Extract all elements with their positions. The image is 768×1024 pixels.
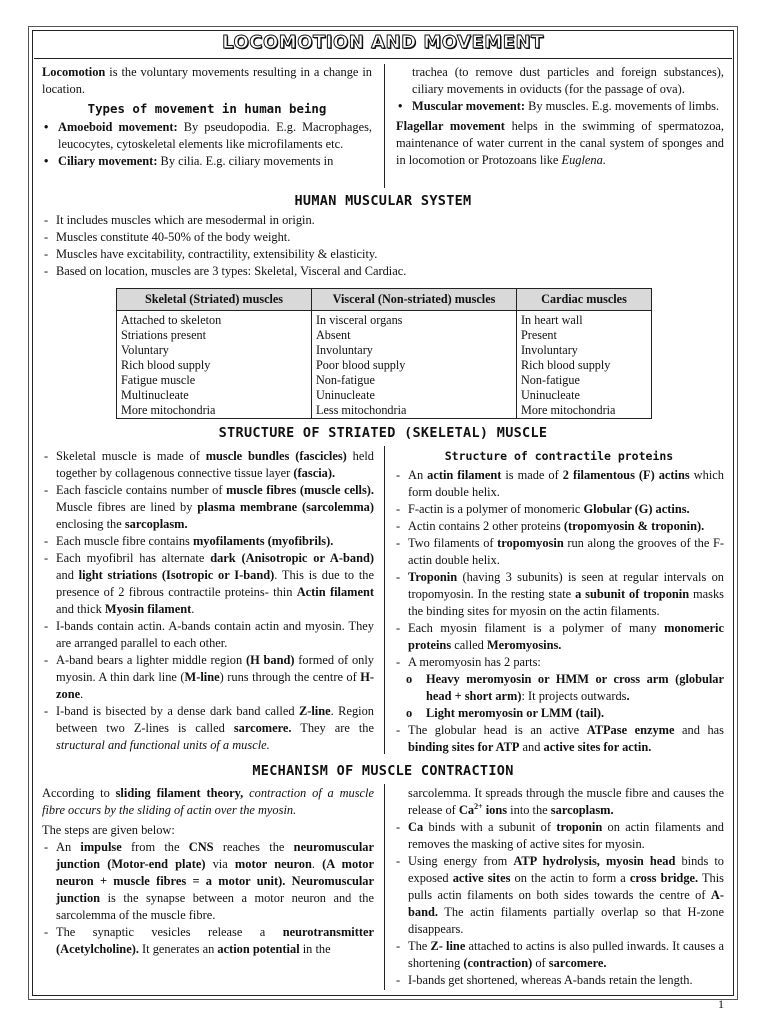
table-row: [117, 373, 652, 388]
list-item: - I-bands contain actin. A-bands contain actin and myosin. They are arranged parallel to each other.: [42, 618, 374, 652]
muscular-system-heading: HUMAN MUSCULAR SYSTEM: [294, 193, 472, 209]
list-item: - Troponin (having 3 subunits) is seen at regular intervals on tropomyosin. In the resting state a subunit of troponin masks the binding sites for myosin on the actin filaments.: [394, 569, 724, 620]
muscular-system-points: [42, 212, 722, 280]
list-item: - I-bands get shortened, whereas A-bands retain the length.: [394, 972, 724, 989]
table-cell: Fatigue muscle: [117, 373, 312, 388]
action-potential-continuation: sarcolemma. It spreads through the muscle fibre and causes the release of $Ca^{2+}$ ions into the sarcoplasm.: [408, 786, 724, 817]
table-cell: Non-fatigue: [312, 373, 517, 388]
ciliary-continuation: trachea (to remove dust particles and foreign substances), ciliary movements in oviducts (for the passage of ova).: [412, 65, 724, 96]
muscular-item: • Muscular movement: By muscles. E.g. movements of limbs.: [396, 98, 724, 115]
list-item: o Heavy meromyosin or HMM or cross arm (globular head + short arm): It projects outwards.: [404, 671, 724, 705]
list-item: - Skeletal muscle is made of muscle bundles (fascicles) held together by collagenous connective tissue layer (fascia).: [42, 448, 374, 482]
striated-right-column: [394, 448, 724, 756]
table-cell: More mitochondria: [117, 403, 312, 419]
locomotion-definition: Locomotion is the voluntary movements resulting in a change in location.: [42, 65, 372, 96]
striated-left-column: [42, 448, 374, 754]
types-heading: Types of movement in human being: [87, 101, 327, 116]
steps-intro: The steps are given below:: [42, 823, 175, 837]
list-item: - An impulse from the CNS reaches the neuromuscular junction (Motor-end plate) via motor neuron. (A motor neuron + muscle fibres = a motor unit). Neuromuscular junction is the synapse between a motor neuron and the sarcolemma of the muscle fibre.: [42, 839, 374, 924]
muscular-point: - Based on location, muscles are 3 types: Skeletal, Visceral and Cardiac.: [42, 263, 722, 280]
amoeboid-item: • Amoeboid movement: By pseudopodia. E.g. Macrophages, leucocytes, cytoskeletal elements like microfilaments etc.: [42, 119, 372, 153]
table-cell: Uninucleate: [312, 388, 517, 403]
table-cell: More mitochondria: [517, 403, 652, 419]
table-cell: In heart wall: [517, 311, 652, 329]
list-item: - Each myofibril has alternate dark (Anisotropic or A-band) and light striations (Isotropic or I-band). This is due to the presence of 2 fibrous contractile proteins- thin Actin filament and thick Myosin filament.: [42, 550, 374, 618]
list-item: - A-band bears a lighter middle region (H band) formed of only myosin. A thin dark line (M-line) runs through the centre of H-zone.: [42, 652, 374, 703]
contractile-proteins-heading: Structure of contractile proteins: [444, 449, 674, 463]
list-item: - Ca binds with a subunit of troponin on actin filaments and removes the masking of active sites for myosin.: [394, 819, 724, 853]
mechanism-heading: MECHANISM OF MUSCLE CONTRACTION: [252, 763, 514, 779]
table-header-row: [117, 289, 652, 311]
list-item: - F-actin is a polymer of monomeric Globular (G) actins.: [394, 501, 724, 518]
table-row: [117, 328, 652, 343]
mechanism-left-column: [42, 785, 374, 958]
intro-right-column: [396, 64, 724, 169]
table-cell: Uninucleate: [517, 388, 652, 403]
table-cell: Rich blood supply: [117, 358, 312, 373]
table-cell: Poor blood supply: [312, 358, 517, 373]
muscular-point: - It includes muscles which are mesodermal in origin.: [42, 212, 722, 229]
muscular-point: - Muscles have excitability, contractility, extensibility & elasticity.: [42, 246, 722, 263]
table-cell: Less mitochondria: [312, 403, 517, 419]
title-divider: [34, 58, 732, 59]
ciliary-item: • Ciliary movement: By cilia. E.g. ciliary movements in: [42, 153, 372, 170]
mechanism-right-column: [394, 785, 724, 989]
list-item: - Each muscle fibre contains myofilaments (myofibrils).: [42, 533, 374, 550]
intro-column-divider: [384, 64, 385, 188]
table-cell: Non-fatigue: [517, 373, 652, 388]
table-cell: Involuntary: [517, 343, 652, 358]
table-cell: Striations present: [117, 328, 312, 343]
table-row: [117, 403, 652, 419]
table-cell: Attached to skeleton: [117, 311, 312, 329]
list-item: - Each myosin filament is a polymer of many monomeric proteins called Meromyosins.: [394, 620, 724, 654]
table-cell: Voluntary: [117, 343, 312, 358]
page-number: 1: [718, 997, 724, 1011]
list-item: - Two filaments of tropomyosin run along the grooves of the F-actin double helix.: [394, 535, 724, 569]
muscular-point: - Muscles constitute 40-50% of the body weight.: [42, 229, 722, 246]
list-item: - Using energy from ATP hydrolysis, myosin head binds to exposed active sites on the actin to form a cross bridge. This pulls actin filaments on both sides towards the centre of A-band. The actin filaments partially overlap so that H-zone disappears.: [394, 853, 724, 938]
table-header-skeletal: Skeletal (Striated) muscles: [117, 289, 312, 311]
list-item: - A meromyosin has 2 parts:: [394, 654, 724, 671]
list-item: - The synaptic vesicles release a neurotransmitter (Acetylcholine). It generates an action potential in the: [42, 924, 374, 958]
list-item: o Light meromyosin or LMM (tail).: [404, 705, 724, 722]
page-title: LOCOMOTION AND MOVEMENT: [222, 32, 544, 53]
flagellar-paragraph: Flagellar movement helps in the swimming of spermatozoa, maintenance of water current in the canal system of sponges and in locomotion or Protozoans like Euglena.: [396, 119, 724, 167]
table-row: [117, 358, 652, 373]
list-item: - The globular head is an active ATPase enzyme and has binding sites for ATP and active sites for actin.: [394, 722, 724, 756]
list-item: - I-band is bisected by a dense dark band called Z-line. Region between two Z-lines is called sarcomere. They are the structural and functional units of a muscle.: [42, 703, 374, 754]
table-row: [117, 311, 652, 329]
table-row: [117, 388, 652, 403]
table-body: [117, 311, 652, 419]
table-cell: Multinucleate: [117, 388, 312, 403]
table-cell: Involuntary: [312, 343, 517, 358]
table-cell: Absent: [312, 328, 517, 343]
intro-left-column: [42, 64, 372, 170]
table-header-cardiac: Cardiac muscles: [517, 289, 652, 311]
striated-heading: STRUCTURE OF STRIATED (SKELETAL) MUSCLE: [218, 425, 548, 441]
table-cell: Rich blood supply: [517, 358, 652, 373]
table-header-visceral: Visceral (Non-striated) muscles: [312, 289, 517, 311]
table-cell: Present: [517, 328, 652, 343]
table-cell: In visceral organs: [312, 311, 517, 329]
list-item: - An actin filament is made of 2 filamentous (F) actins which form double helix.: [394, 467, 724, 501]
list-item: - Actin contains 2 other proteins (tropomyosin & troponin).: [394, 518, 724, 535]
striated-column-divider: [384, 446, 385, 754]
mechanism-column-divider: [384, 784, 385, 990]
list-item: - Each fascicle contains number of muscle fibres (muscle cells). Muscle fibres are lined by plasma membrane (sarcolemma) enclosing the sarcoplasm.: [42, 482, 374, 533]
sliding-filament-intro: According to sliding filament theory, contraction of a muscle fibre occurs by the sliding of actin over the myosin.: [42, 786, 374, 817]
table-row: [117, 343, 652, 358]
muscle-comparison-table: [116, 288, 652, 419]
list-item: - The Z- line attached to actins is also pulled inwards. It causes a shortening (contraction) of sarcomere.: [394, 938, 724, 972]
